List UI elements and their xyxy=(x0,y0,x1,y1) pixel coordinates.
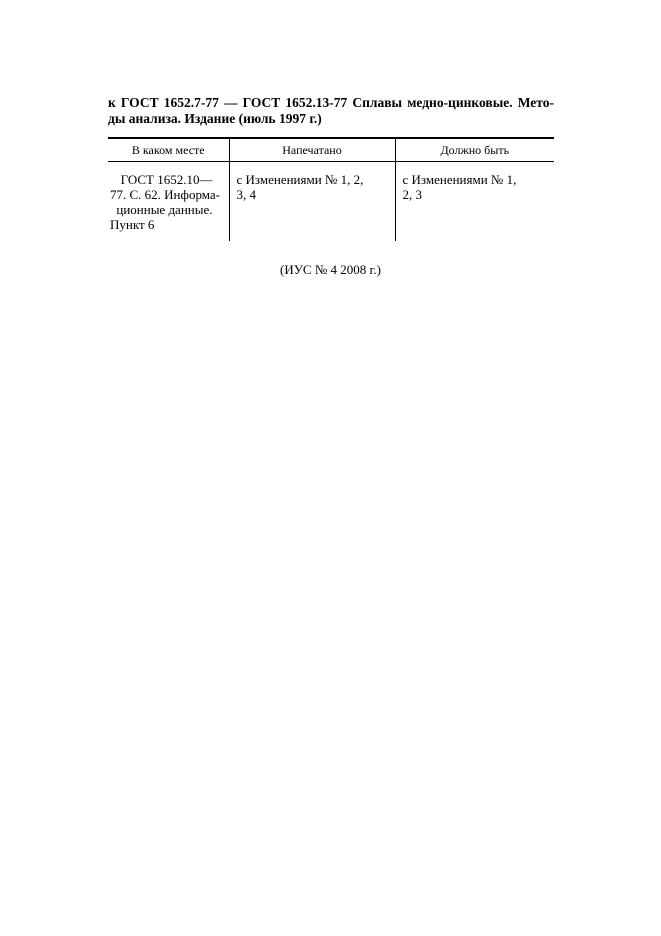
cell-where xyxy=(108,162,229,242)
cell-where-line: ГОСТ 1652.10— xyxy=(120,172,213,187)
errata-heading-line-1: к ГОСТ 1652.7-77 — ГОСТ 1652.13-77 Сплавы медно-цинковые. Мето- xyxy=(108,95,554,110)
cell-where-line: Пункт 6 xyxy=(110,217,155,232)
column-header-where: В каком месте xyxy=(108,138,229,162)
cell-printed-line: с Изменениями № 1, 2, xyxy=(236,172,364,187)
errata-table xyxy=(108,137,554,241)
cell-should-be-line: с Изменениями № 1, xyxy=(402,172,517,187)
cell-where-line: 77. С. 62. Информа- xyxy=(110,187,220,202)
errata-table-header-row xyxy=(108,138,554,162)
cell-where-line: ционные данные. xyxy=(116,202,213,217)
errata-heading xyxy=(108,95,554,127)
column-header-should-be: Должно быть xyxy=(395,138,554,162)
column-header-printed: Напечатано xyxy=(229,138,395,162)
ius-reference: (ИУС № 4 2008 г.) xyxy=(280,262,381,277)
errata-heading-line-2: ды анализа. Издание (июль 1997 г.) xyxy=(108,111,322,126)
table-row xyxy=(108,162,554,242)
cell-should-be xyxy=(395,162,554,242)
cell-printed-line: 3, 4 xyxy=(236,187,256,202)
cell-should-be-line: 2, 3 xyxy=(402,187,422,202)
cell-printed xyxy=(229,162,395,242)
